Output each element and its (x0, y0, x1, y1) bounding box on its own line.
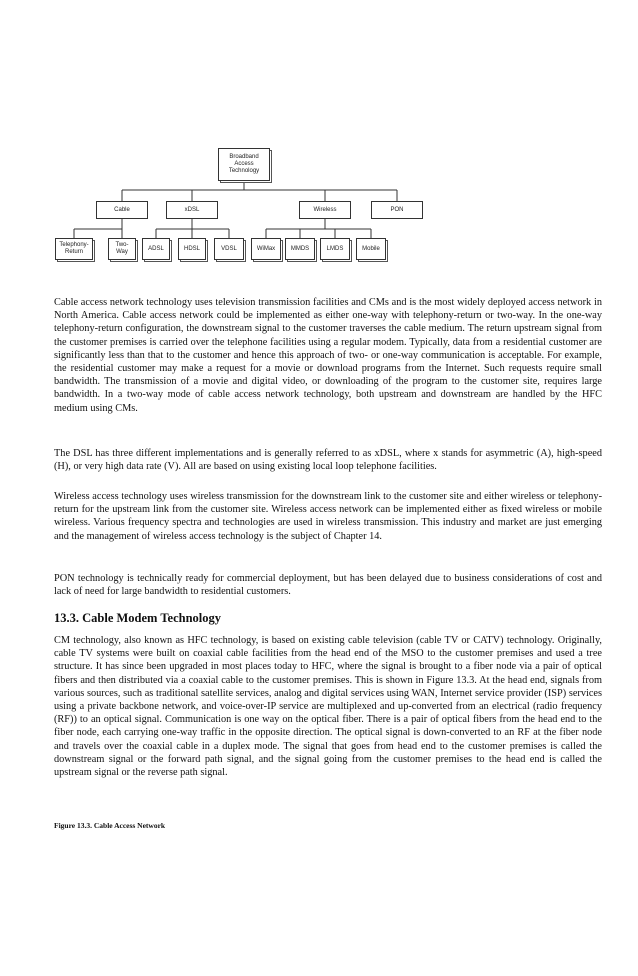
node-adsl: ADSL (142, 238, 170, 260)
node-lmds: LMDS (320, 238, 350, 260)
section-heading: 13.3. Cable Modem Technology (54, 611, 222, 625)
node-cable: Cable (96, 201, 148, 219)
node-wireless: Wireless (299, 201, 351, 219)
paragraph-pon: PON technology is technically ready for commercial deployment, but has been delayed due to business considerations of cost and lack of need for large bandwidth to residential customers. (54, 573, 602, 598)
paragraph-cable-access: Cable access network technology uses television transmission facilities and CMs and is the most widely deployed access network in North America. Cable access network could be implemented as either one-way with telephony-return or two-way. In the one-way telephony-return configuration, the downstream signal to the customer traverses the cable medium. The return upstream signal from the customer premises is carried over the telephone facilities using a regular modem. Typically, data from a residential customer are significantly less than that to the customer and hence this approach of two- or one-way communication is acceptable. For example, the residential customer may make a request for a movie or download programs from the Internet. Such requests require small bandwidth. The transmission of a movie and digital video, or downloading of the program to the customer site, requires large bandwidth. In a two-way mode of cable access network technology, both upstream and downstream are handled by the HFC medium using CMs. (54, 297, 602, 414)
diagram-connector-lines (0, 0, 638, 280)
paragraph-cm-technology: CM technology, also known as HFC technology, is based on existing cable television (cable TV or CATV) technology. Originally, cable TV systems were built on coaxial cable facilities from the head end of the MSO to the customer premises and used a tree structure. It has since been upgraded in most places today to HFC, where the signal is brought to a fiber node via a pair of optical fibers and then distributed via a coaxial cable to the customer premises. This is shown in Figure 13.3. At the head end, signals from various sources, such as traditional satellite services, analog and digital services using WAN, Internet service provider (ISP) services using a private backbone network, and voice-over-IP service are multiplexed and up-converted from an electrical (radio frequency (RF)) to an optical signal. Communication is one way on the optical fiber. There is a pair of optical fibers from the head end to the fiber node, each carrying one-way traffic in the opposite direction. The optical signal is down-converted to an RF at the fiber node and travels over the coaxial cable in a duplex mode. The signal that goes from head end to the customer premises is called the downstream signal or the forward path signal, and the signal going from the customer premises to the head end is called the upstream signal or the reverse path signal. (54, 635, 602, 779)
paragraph-dsl: The DSL has three different implementations and is generally referred to as xDSL, where x stands for asymmetric (A), high-speed (H), or very high data rate (V). All are based on using existing local loop telephone facilities. (54, 448, 602, 473)
broadband-access-tree-diagram (0, 0, 638, 280)
node-mobile: Mobile (356, 238, 386, 260)
node-xdsl: xDSL (166, 201, 218, 219)
node-vdsl: VDSL (214, 238, 244, 260)
node-two-way: Two- Way (108, 238, 136, 260)
node-wimax: WiMax (251, 238, 281, 260)
node-pon: PON (371, 201, 423, 219)
paragraph-wireless-access: Wireless access technology uses wireless transmission for the downstream link to the customer site and either wireless or telephony-return for the upstream link from the customer site. Wireless access network can be implemented either as fixed wireless or mobile wireless. Various frequency spectra and technologies are used in wireless transmission. This industry and market are just emerging and the management of wireless access technology is the subject of Chapter 14. (54, 491, 602, 542)
node-hdsl: HDSL (178, 238, 206, 260)
node-mmds: MMDS (285, 238, 315, 260)
root-node-broadband-access: Broadband Access Technology (218, 148, 270, 181)
figure-caption: Figure 13.3. Cable Access Network (54, 821, 166, 830)
node-telephony-return: Telephony- Return (55, 238, 93, 260)
